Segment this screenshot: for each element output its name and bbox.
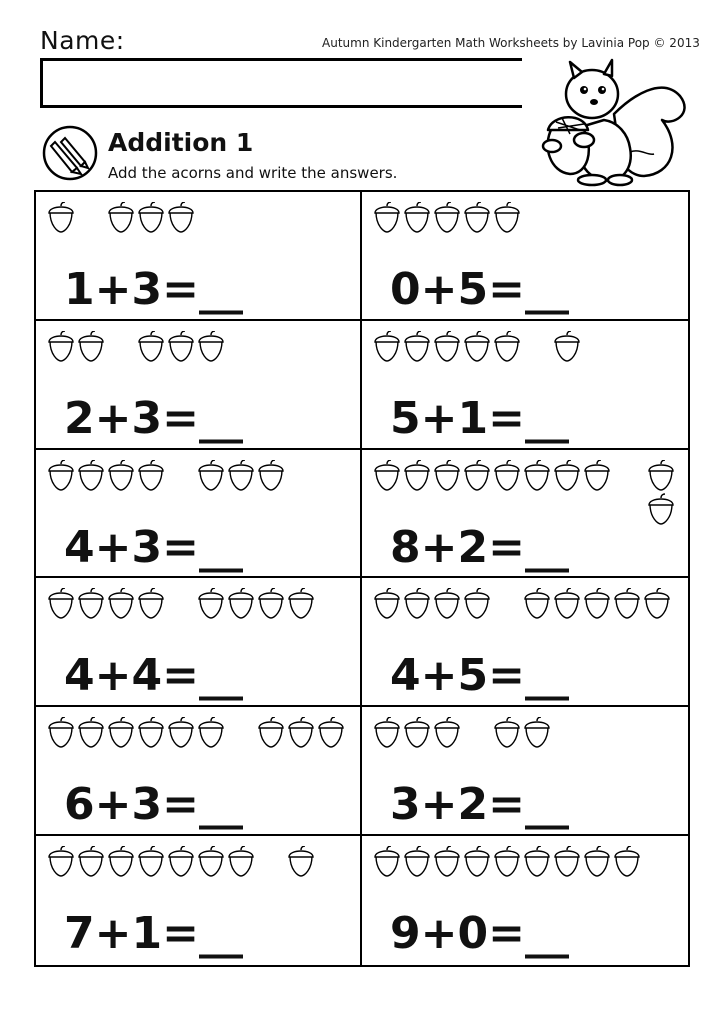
acorn-icon [405, 588, 429, 618]
equation-answer-field[interactable]: 7+1=__ [64, 908, 243, 960]
acorn-icon [435, 846, 459, 876]
problem-cell [362, 836, 688, 965]
acorn-icon [49, 331, 73, 361]
acorn-icon [375, 460, 399, 490]
acorn-icon [109, 460, 133, 490]
name-label: Name: [40, 26, 125, 55]
acorn-icon [435, 331, 459, 361]
problem-cell [362, 192, 688, 321]
problem-cell [36, 192, 362, 321]
problem-cell [36, 836, 362, 965]
acorn-counters [48, 331, 348, 401]
acorn-icon [139, 588, 163, 618]
acorn-icon [79, 460, 103, 490]
equation-answer-field[interactable]: 6+3=__ [64, 779, 243, 831]
acorn-counters [374, 588, 674, 658]
acorn-icon [109, 846, 133, 876]
worksheet-credit: Autumn Kindergarten Math Worksheets by Lavinia Pop © 2013 [322, 36, 700, 50]
acorn-icon [649, 494, 673, 524]
acorn-icon [585, 846, 609, 876]
acorn-icon [169, 846, 193, 876]
acorn-icon [375, 331, 399, 361]
acorn-icon [229, 460, 253, 490]
worksheet-title: Addition 1 [108, 128, 254, 157]
acorn-icon [229, 846, 253, 876]
acorn-icon [435, 588, 459, 618]
acorn-counters [48, 202, 348, 272]
acorn-icon [465, 460, 489, 490]
equation-answer-field[interactable]: 1+3=__ [64, 264, 243, 315]
acorn-icon [495, 202, 519, 232]
acorn-icon [289, 717, 313, 747]
problem-cell [36, 578, 362, 707]
acorn-icon [49, 460, 73, 490]
acorn-icon [199, 460, 223, 490]
acorn-icon [585, 460, 609, 490]
problem-cell [362, 707, 688, 836]
equation-answer-field[interactable]: 3+2=__ [390, 779, 569, 831]
equation-answer-field[interactable]: 4+4=__ [64, 650, 243, 702]
acorn-icon [465, 202, 489, 232]
acorn-icon [465, 331, 489, 361]
worksheet-instructions: Add the acorns and write the answers. [108, 164, 398, 182]
problem-cell [36, 321, 362, 450]
acorn-icon [645, 588, 669, 618]
acorn-icon [79, 331, 103, 361]
acorn-counters [48, 846, 348, 916]
acorn-icon [199, 846, 223, 876]
acorn-icon [139, 202, 163, 232]
acorn-icon [495, 717, 519, 747]
acorn-icon [259, 588, 283, 618]
acorn-icon [465, 846, 489, 876]
equation-answer-field[interactable]: 2+3=__ [64, 392, 243, 444]
acorn-icon [319, 717, 343, 747]
acorn-icon [435, 717, 459, 747]
equation-answer-field[interactable]: 9+0=__ [390, 908, 569, 960]
acorn-icon [139, 846, 163, 876]
acorn-counters [374, 331, 674, 401]
acorn-counters [374, 717, 674, 787]
acorn-icon [405, 846, 429, 876]
pencil-crayon-badge-icon [41, 124, 99, 182]
acorn-icon [79, 717, 103, 747]
problem-cell [36, 450, 362, 579]
problem-cell [362, 578, 688, 707]
acorn-icon [49, 846, 73, 876]
equation-answer-field[interactable]: 4+3=__ [64, 521, 243, 573]
acorn-icon [525, 717, 549, 747]
acorn-icon [525, 460, 549, 490]
acorn-icon [169, 717, 193, 747]
acorn-icon [289, 846, 313, 876]
acorn-icon [199, 717, 223, 747]
acorn-icon [555, 331, 579, 361]
acorn-icon [555, 846, 579, 876]
acorn-icon [259, 460, 283, 490]
acorn-icon [259, 717, 283, 747]
squirrel-mascot-icon [522, 56, 692, 188]
acorn-icon [199, 331, 223, 361]
acorn-icon [229, 588, 253, 618]
acorn-icon [109, 202, 133, 232]
acorn-counters [48, 588, 348, 658]
acorn-icon [495, 331, 519, 361]
acorn-icon [139, 460, 163, 490]
problem-cell [362, 321, 688, 450]
equation-answer-field[interactable]: 5+1=__ [390, 392, 569, 444]
acorn-icon [405, 460, 429, 490]
acorn-counters [48, 460, 348, 530]
equation-answer-field[interactable]: 0+5=__ [390, 264, 569, 315]
acorn-icon [49, 717, 73, 747]
acorn-icon [465, 588, 489, 618]
acorn-icon [525, 846, 549, 876]
problem-grid [34, 190, 690, 967]
acorn-icon [555, 460, 579, 490]
equation-answer-field[interactable]: 8+2=__ [390, 521, 569, 573]
acorn-counters [374, 846, 674, 916]
acorn-icon [405, 331, 429, 361]
acorn-counters [374, 460, 674, 530]
problem-cell [362, 450, 688, 579]
equation-answer-field[interactable]: 4+5=__ [390, 650, 569, 702]
problem-cell [36, 707, 362, 836]
acorn-icon [199, 588, 223, 618]
acorn-counters [374, 202, 674, 272]
acorn-icon [435, 202, 459, 232]
acorn-icon [169, 202, 193, 232]
acorn-icon [139, 331, 163, 361]
acorn-icon [49, 202, 73, 232]
acorn-icon [79, 588, 103, 618]
acorn-icon [615, 588, 639, 618]
acorn-icon [139, 717, 163, 747]
acorn-icon [109, 588, 133, 618]
acorn-icon [375, 846, 399, 876]
acorn-icon [375, 202, 399, 232]
acorn-icon [495, 846, 519, 876]
acorn-icon [405, 202, 429, 232]
acorn-icon [585, 588, 609, 618]
acorn-icon [375, 717, 399, 747]
acorn-icon [525, 588, 549, 618]
acorn-icon [405, 717, 429, 747]
acorn-icon [109, 717, 133, 747]
acorn-icon [495, 460, 519, 490]
acorn-icon [79, 846, 103, 876]
acorn-icon [49, 588, 73, 618]
acorn-icon [435, 460, 459, 490]
acorn-icon [615, 846, 639, 876]
acorn-icon [169, 331, 193, 361]
acorn-icon [555, 588, 579, 618]
acorn-icon [289, 588, 313, 618]
acorn-icon [375, 588, 399, 618]
acorn-icon [649, 460, 673, 490]
acorn-counters [48, 717, 348, 787]
